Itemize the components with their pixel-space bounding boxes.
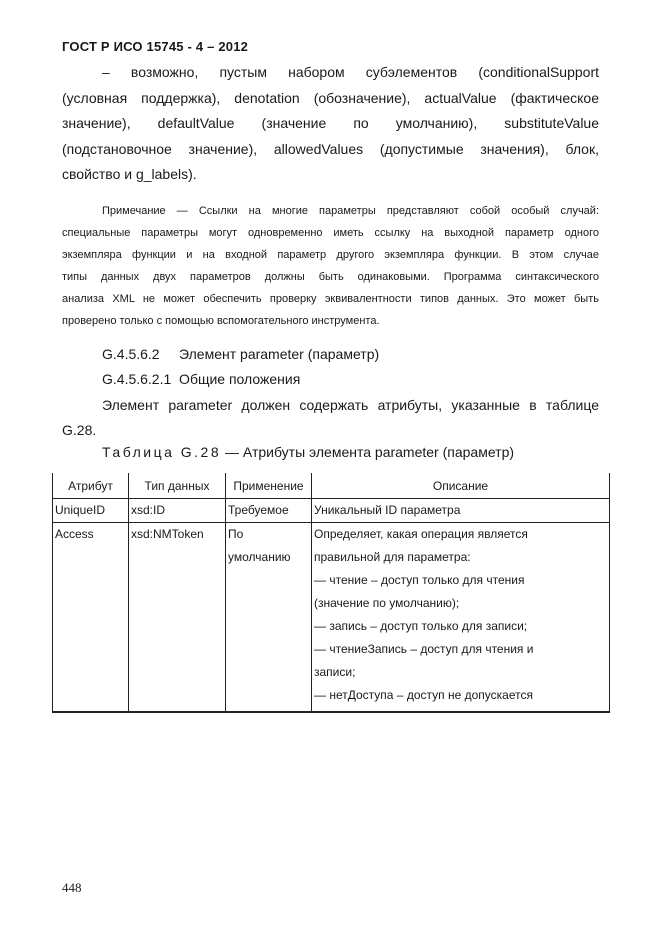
column-header-data-type: Тип данных: [129, 473, 226, 499]
note-line: экземпляра функции и на входной параметр другого экземпляра функции. В этом случае: [62, 249, 599, 261]
description-line: — чтение – доступ только для чтения: [314, 573, 525, 587]
cell-description: [312, 499, 610, 523]
cell-attribute: UniqueID: [53, 499, 129, 523]
table-caption-label: Таблица G.28: [102, 444, 222, 460]
table-header-row: [53, 473, 610, 499]
column-header-attribute: Атрибут: [53, 473, 129, 499]
description-line: записи;: [314, 665, 356, 679]
column-header-usage: Применение: [226, 473, 312, 499]
cell-usage: [226, 523, 312, 713]
page-number: 448: [62, 880, 82, 895]
body-line: Элемент parameter должен содержать атрибуты, указанные в таблице: [102, 397, 599, 413]
section-heading: G.4.5.6.2 Элемент parameter (параметр): [102, 346, 380, 362]
note-line: проверено только с помощью вспомогательного инструмента.: [62, 315, 380, 327]
description-line: правильной для параметра:: [314, 550, 471, 564]
attributes-table: [52, 473, 610, 713]
subsection-heading: G.4.5.6.2.1 Общие положения: [102, 371, 301, 387]
description-line: (значение по умолчанию);: [314, 596, 460, 610]
note-line: типы данных двух параметров должны быть одинаковыми. Программа синтаксического: [62, 271, 599, 283]
table-row: [53, 499, 610, 523]
note-line: анализа XML не может обеспечить проверку эквивалентности типов данных. Это может быть: [62, 293, 599, 305]
usage-line: Требуемое: [228, 503, 289, 517]
cell-attribute: Access: [53, 523, 129, 713]
description-line: Уникальный ID параметра: [314, 503, 461, 517]
body-paragraph: [62, 393, 599, 443]
intro-line: (подстановочное значение), allowedValues (допустимые значения), блок,: [62, 140, 599, 157]
note-line: Примечание — Ссылки на многие параметры представляют собой особый случай:: [102, 205, 599, 217]
description-line: Определяет, какая операция является: [314, 527, 528, 541]
document-header: ГОСТ Р ИСО 15745 - 4 – 2012: [62, 39, 249, 54]
body-line: G.28.: [62, 422, 97, 438]
table-caption: [102, 444, 514, 460]
cell-data-type: xsd:NMToken: [129, 523, 226, 713]
description-line: — запись – доступ только для записи;: [314, 619, 528, 633]
cell-description: [312, 523, 610, 713]
note-paragraph: [62, 200, 599, 332]
intro-line: – возможно, пустым набором субэлементов (conditionalSupport: [102, 64, 599, 80]
cell-usage: [226, 499, 312, 523]
table-row: [53, 523, 610, 713]
column-header-description: Описание: [312, 473, 610, 499]
description-line: — нетДоступа – доступ не допускается: [314, 688, 533, 702]
cell-data-type: xsd:ID: [129, 499, 226, 523]
usage-line: По: [228, 527, 244, 541]
usage-line: умолчанию: [228, 550, 291, 564]
note-line: специальные параметры могут одновременно иметь ссылку на выходной параметр одного: [62, 227, 599, 239]
intro-paragraph: [62, 60, 599, 188]
intro-line: (условная поддержка), denotation (обозначение), actualValue (фактическое: [62, 89, 599, 106]
table-caption-text: — Атрибуты элемента parameter (параметр): [221, 444, 515, 460]
intro-line: значение), defaultValue (значение по умолчанию), substituteValue: [62, 115, 599, 131]
intro-line: свойство и g_labels).: [62, 166, 197, 182]
description-line: — чтениеЗапись – доступ для чтения и: [314, 642, 534, 656]
